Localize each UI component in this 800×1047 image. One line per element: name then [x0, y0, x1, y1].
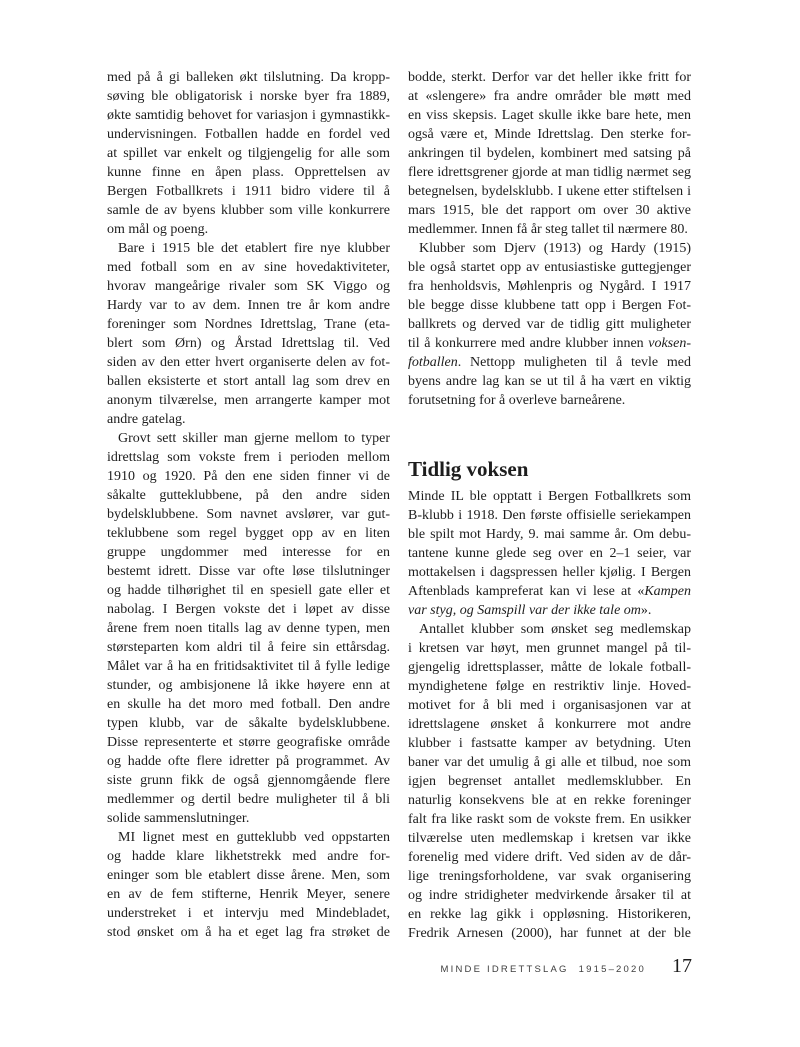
text-line: Hardy var to av dem. Innen tre år kom andre	[107, 298, 390, 313]
text-line: om mål og poeng.	[107, 222, 209, 237]
text-line: forenelig med videre drift. Ved siden av de dår-	[408, 850, 691, 865]
text-line: idrettslag som vokste frem i perioden mellom	[107, 450, 390, 465]
text-line: motivet for å bli med i organisasjonen var at	[408, 698, 691, 713]
text-line: 1910 og 1920. På den ene siden finner vi de	[107, 469, 390, 484]
text-line: tantene kunne glede seg over en 2–1 seier, var	[408, 546, 691, 561]
text-line: økte samtidig behovet for variasjon i gymnastikk-	[107, 108, 390, 123]
text-line: andre gatelag.	[107, 412, 186, 427]
text-line: og hadde ofte flere idretter på programmet. Av	[107, 754, 390, 769]
text-line: betegnelsen, bydelsklubb. I ukene etter stiftelsen i	[408, 184, 691, 199]
text-line: stod ønsket om å ha et eget lag fra strøket de	[107, 925, 390, 940]
text-line: tilværelse uten medlemskap i kretsen var ikke	[408, 831, 691, 846]
text-line: idrettslagene ønsket å konkurrere mot andre	[408, 717, 691, 732]
text-line: medlemmer. Innen få år steg tallet til nærmere 80.	[408, 222, 688, 237]
text-line: med fotball som en av sine hovedaktiviteter,	[107, 260, 390, 275]
text-line: ble spilt mot Hardy, 9. mai samme år. Om debu-	[408, 527, 691, 542]
text-line: Bare i 1915 ble det etablert fire nye klubber	[118, 241, 390, 256]
text-line: gruppe ungdommer med interesse for en	[107, 545, 390, 560]
text-line: til å konkurrere med andre klubber innen voksen-	[408, 336, 691, 351]
text-line: bestemt idrett. Disse var ofte løse tilslutninger	[107, 564, 390, 579]
text-line: Bergen Fotballkrets i 1911 bidro videre til å	[107, 184, 390, 199]
text-line: MI lignet mest en gutteklubb ved oppstarten	[118, 830, 390, 845]
text-line: bydelsklubbene. Som navnet avslører, var gut-	[107, 507, 390, 522]
text-line: Antallet klubber som ønsket seg medlemskap	[419, 622, 691, 637]
paragraph	[408, 620, 691, 943]
text-line: mars 1915, ble det rapport om over 30 aktive	[408, 203, 691, 218]
text-line: en skulle ha det moro med fotball. Den andre	[107, 697, 390, 712]
paragraph	[408, 239, 691, 410]
paragraph	[107, 828, 390, 942]
paragraph	[107, 68, 390, 239]
text-line: baner var det umulig å gi alle et tilbud, noe som	[408, 755, 691, 770]
text-line: i kretsen var høyt, men grunnet mangel på til-	[408, 641, 691, 656]
text-line: størsteparten kom aldri til å feire sin ettårsdag.	[107, 640, 390, 655]
text-line: understreket i et intervju med Mindebladet,	[107, 906, 390, 921]
text-line: stunder, og ambisjonene lå ikke høyere enn at	[107, 678, 390, 693]
text-line: var styg, og Samspill var der ikke tale om».	[408, 603, 652, 618]
text-line: naturlig konsekvens ble at en rekke foreninger	[408, 793, 691, 808]
text-line: kunne finne en åpen plass. Opprettelsen av	[107, 165, 390, 180]
text-line: falt fra like raskt som de vokste frem. En usikker	[408, 812, 691, 827]
text-line: typen klubb, var de såkalte bydelsklubbene.	[107, 716, 390, 731]
text-line: ble også startet opp av entusiastiske guttegjenger	[408, 260, 691, 275]
text-line: at «slengere» fra andre områder ble møtt med	[408, 89, 691, 104]
text-line: også være et, Minde Idrettslag. Den sterke for-	[408, 127, 691, 142]
text-line: anonym tilværelse, men arrangerte kamper mot	[107, 393, 390, 408]
text-line: og hadde tilhørighet til en spesiell gate eller et	[107, 583, 390, 598]
text-line: undervisningen. Fotballen hadde en fordel ved	[107, 127, 390, 142]
text-line: ankringen til bydelen, kombinert med satsing på	[408, 146, 691, 161]
text-line: fra henholdsvis, Møhlenpris og Nygård. I 1917	[408, 279, 691, 294]
text-line: Målet var å ha en fritidsaktivitet til å fylle ledige	[107, 659, 390, 674]
text-line: og indre stridigheter medvirkende årsaker til at	[408, 888, 691, 903]
text-line: at spillet var enkelt og tilgjengelig for alle som	[107, 146, 390, 161]
text-line: ballkrets og derved var de tidlig gitt muligheter	[408, 317, 691, 332]
running-title-years: 1915–2020	[578, 964, 646, 975]
text-line: lige treningsforholdene, var svak organisering	[408, 869, 691, 884]
text-line: Klubber som Djerv (1913) og Hardy (1915)	[419, 241, 691, 256]
text-line: siste grunn fikk de også gjennomgående flere	[107, 773, 390, 788]
text-line: myndighetene følge en restriktiv linje. Hoved-	[408, 679, 691, 694]
text-line: nabolag. I Bergen vokste det i løpet av disse	[107, 602, 390, 617]
text-line: Disse representerte et større geografiske område	[107, 735, 390, 750]
text-line: ballen eksisterte et stort antall lag som drev en	[107, 374, 390, 389]
text-line: eninger som ble etablert disse årene. Men, som	[107, 868, 390, 883]
text-line: igjen begrenset antallet medlemsklubber. En	[408, 774, 691, 789]
text-line: mottakelsen i dagspressen heller kjølig. I Bergen	[408, 565, 691, 580]
text-line: med på å gi balleken økt tilslutning. Da kropp-	[107, 70, 390, 85]
text-line: samle de av byens klubber som ville konkurrere	[107, 203, 390, 218]
running-title-text: MINDE IDRETTSLAG	[440, 964, 569, 975]
page-number: 17	[672, 955, 692, 977]
text-line: en av de fem stifterne, Henrik Meyer, senere	[107, 887, 390, 902]
text-line: Minde IL ble opptatt i Bergen Fotballkrets som	[408, 489, 691, 504]
text-column-right	[408, 68, 691, 943]
page-footer	[408, 955, 692, 978]
section-heading: Tidlig voksen	[408, 457, 529, 481]
paragraph	[408, 487, 691, 620]
text-line: en rekke lag gikk i oppløsning. Historikeren,	[408, 907, 691, 922]
text-line: ble begge disse klubbene tatt opp i Bergen Fot-	[408, 298, 691, 313]
text-line: B-klubb i 1918. Den første offisielle seriekampen	[408, 508, 691, 523]
text-line: flere idrettsgrener gjorde at man tidlig nærmet seg	[408, 165, 691, 180]
running-title	[441, 964, 646, 975]
text-column-left	[107, 68, 390, 942]
text-line: foreninger som Nordnes Idrettslag, Trane (eta-	[107, 317, 390, 332]
text-line: forutsetning for å overleve barneårene.	[408, 393, 626, 408]
text-line: såkalte gutteklubbene, på den andre siden	[107, 488, 390, 503]
text-line: og hadde klare likhetstrekk med andre for-	[107, 849, 390, 864]
text-line: byens andre lag kan se ut til å ha vært en viktig	[408, 374, 691, 389]
text-line: en viss skepsis. Laget skulle ikke bare hete, men	[408, 108, 691, 123]
paragraph	[107, 239, 390, 429]
text-line: solide sammenslutninger.	[107, 811, 250, 826]
text-line: Grovt sett skiller man gjerne mellom to typer	[118, 431, 390, 446]
text-line: fotballen. Nettopp muligheten til å tevle med	[408, 355, 691, 370]
text-line: klubber i fastsatte kamper av betydning. Uten	[408, 736, 691, 751]
text-line: årene frem noen titalls lag av denne typen, men	[107, 621, 390, 636]
text-line: bodde, sterkt. Derfor var det heller ikke fritt for	[408, 70, 691, 85]
text-line: gjengelig idrettsplasser, måtte de lokale fotball-	[408, 660, 691, 675]
text-line: siden av den etter hvert organiserte delen av fot-	[107, 355, 390, 370]
text-line: blert som Ørn) og Årstad Idrettslag til. Ved	[107, 336, 390, 351]
text-line: medlemmer og dertil bedre muligheter til å bli	[107, 792, 390, 807]
text-line: teklubbene som regel bygget opp av en liten	[107, 526, 390, 541]
paragraph	[107, 429, 390, 828]
paragraph	[408, 68, 691, 239]
text-line: søving ble obligatorisk i norske byer fra 1889,	[107, 89, 390, 104]
text-line: Fredrik Arnesen (2000), har funnet at der ble	[408, 926, 691, 941]
text-line: hvorav mangeårige rivaler som SK Viggo og	[107, 279, 390, 294]
text-line: Aftenblads kampreferat kan vi lese at «Kampen	[408, 584, 691, 599]
